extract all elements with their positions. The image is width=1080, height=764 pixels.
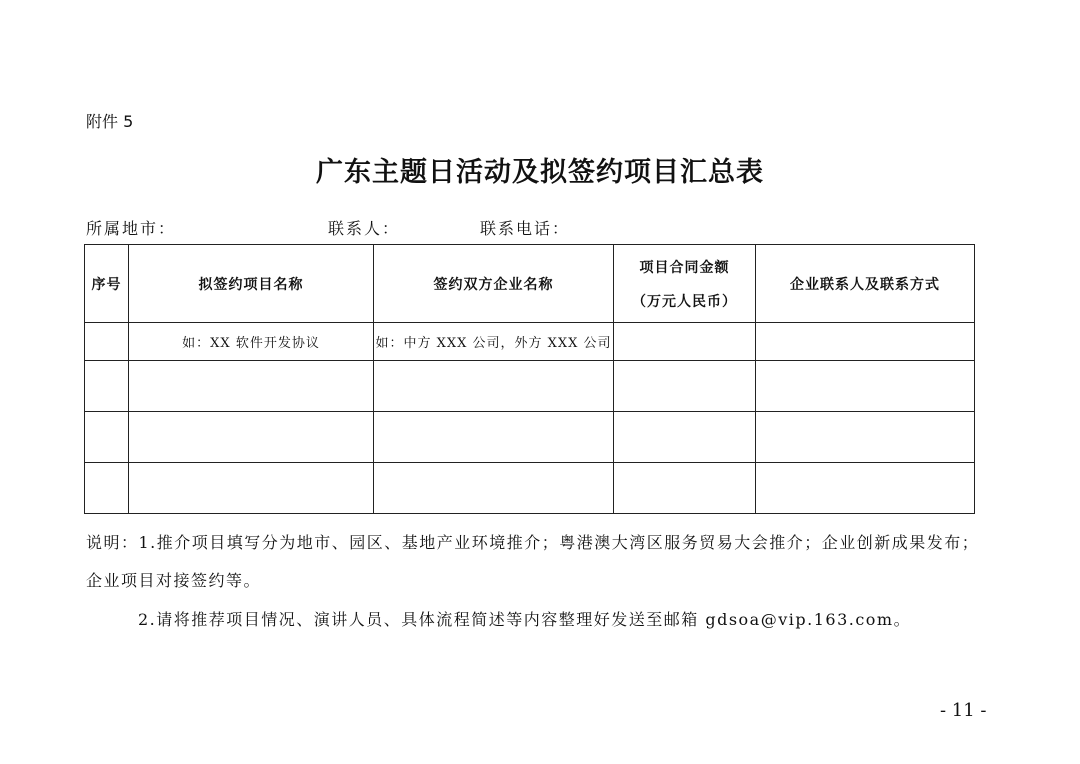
cell-enterprises[interactable] <box>374 361 614 412</box>
cell-amount[interactable] <box>614 361 756 412</box>
note-1-line-1: 说明：1.推介项目填写分为地市、园区、基地产业环境推介；粤港澳大湾区服务贸易大会推介；企业创新成果发布； <box>86 533 980 552</box>
note-1-line-2: 企业项目对接签约等。 <box>86 571 262 590</box>
contact-person-label: 联系人： <box>328 219 401 238</box>
cell-enterprises[interactable] <box>374 412 614 463</box>
cell-project-name[interactable]: 如：XX 软件开发协议 <box>129 323 374 361</box>
header-seq: 序号 <box>85 245 129 323</box>
header-amount <box>614 245 756 323</box>
table-row <box>85 323 975 361</box>
note-2: 2.请将推荐项目情况、演讲人员、具体流程简述等内容整理好发送至邮箱 gdsoa@vip.163.com。 <box>138 610 912 629</box>
cell-project-name[interactable] <box>129 412 374 463</box>
cell-seq[interactable] <box>85 412 129 463</box>
summary-table <box>84 244 975 514</box>
table-header-row <box>85 245 975 323</box>
header-enterprises: 签约双方企业名称 <box>374 245 614 323</box>
table-row <box>85 463 975 514</box>
cell-amount[interactable] <box>614 323 756 361</box>
cell-project-name[interactable] <box>129 463 374 514</box>
header-amount-line1: 项目合同金额 <box>639 259 730 276</box>
cell-contact[interactable] <box>756 361 975 412</box>
cell-contact[interactable] <box>756 323 975 361</box>
attachment-label: 附件 5 <box>86 112 134 131</box>
cell-enterprises[interactable] <box>374 463 614 514</box>
cell-amount[interactable] <box>614 412 756 463</box>
cell-amount[interactable] <box>614 463 756 514</box>
header-amount-line2: （万元人民币） <box>632 293 737 310</box>
contact-phone-label: 联系电话： <box>480 219 571 238</box>
city-label: 所属地市： <box>86 219 177 238</box>
table-row <box>85 361 975 412</box>
cell-seq[interactable] <box>85 463 129 514</box>
header-contact: 企业联系人及联系方式 <box>756 245 975 323</box>
header-project-name: 拟签约项目名称 <box>129 245 374 323</box>
document-title: 广东主题日活动及拟签约项目汇总表 <box>316 157 764 188</box>
cell-enterprises[interactable]: 如：中方 XXX 公司，外方 XXX 公司 <box>374 323 614 361</box>
cell-seq[interactable] <box>85 323 129 361</box>
cell-contact[interactable] <box>756 463 975 514</box>
cell-project-name[interactable] <box>129 361 374 412</box>
table-row <box>85 412 975 463</box>
cell-contact[interactable] <box>756 412 975 463</box>
cell-seq[interactable] <box>85 361 129 412</box>
page-number: - 11 - <box>940 700 987 721</box>
